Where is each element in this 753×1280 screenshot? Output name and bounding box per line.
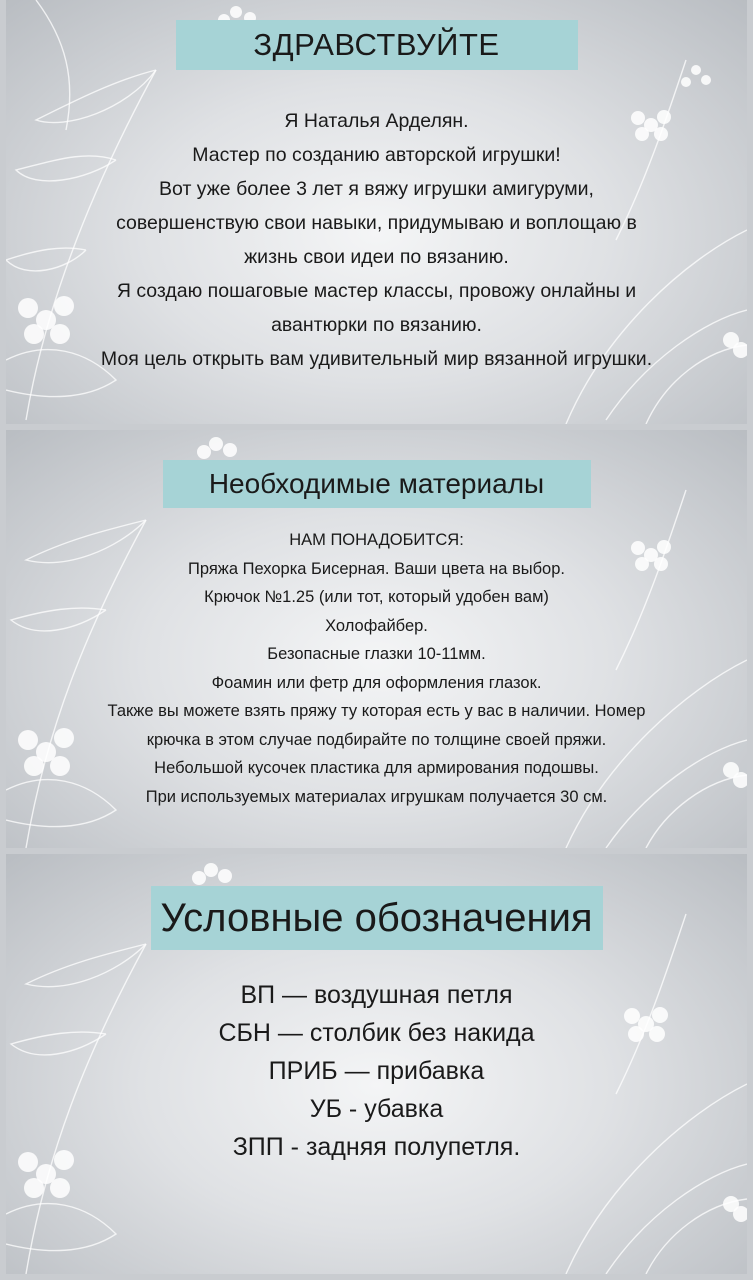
list-item: Небольшой кусочек пластика для армирования подошвы. bbox=[154, 759, 599, 777]
intro-text bbox=[26, 104, 727, 376]
materials-list bbox=[26, 526, 727, 811]
text-line: Моя цель открыть вам удивительный мир вязанной игрушки. bbox=[100, 348, 653, 370]
materials-card bbox=[6, 430, 747, 848]
text-line: Вот уже более 3 лет я вяжу игрушки амигуруми, bbox=[159, 178, 594, 200]
section-title: Условные обозначения bbox=[151, 886, 603, 950]
text-line: совершенствую свои навыки, придумываю и воплощаю в bbox=[116, 212, 637, 234]
list-item: При используемых материалах игрушкам получается 30 см. bbox=[145, 787, 608, 806]
text-line: Я Наталья Арделян. bbox=[284, 110, 469, 132]
list-item: ЗПП - задняя полупетля. bbox=[232, 1133, 521, 1161]
abbreviations-list bbox=[26, 976, 727, 1166]
list-item: Холофайбер. bbox=[325, 616, 428, 635]
list-item: Также вы можете взять пряжу ту которая есть у вас в наличии. Номер bbox=[107, 702, 646, 720]
list-item: ВП — воздушная петля bbox=[240, 981, 513, 1009]
list-item: УБ - убавка bbox=[309, 1095, 444, 1123]
list-item: Безопасные глазки 10-11мм. bbox=[267, 645, 486, 663]
list-item: Крючок №1.25 (или тот, который удобен вам) bbox=[204, 588, 549, 606]
abbreviations-card bbox=[6, 854, 747, 1274]
section-title: Необходимые материалы bbox=[163, 460, 591, 508]
list-item: Пряжа Пехорка Бисерная. Ваши цвета на выбор. bbox=[188, 559, 565, 578]
list-item: ПРИБ — прибавка bbox=[268, 1057, 485, 1085]
greeting-card bbox=[6, 0, 747, 424]
list-item: СБН — столбик без накида bbox=[218, 1019, 535, 1047]
list-item: Фоамин или фетр для оформления глазок. bbox=[211, 673, 542, 692]
list-item: крючка в этом случае подбирайте по толщине своей пряжи. bbox=[146, 730, 607, 749]
text-line: Мастер по созданию авторской игрушки! bbox=[192, 144, 561, 166]
list-item: НАМ ПОНАДОБИТСЯ: bbox=[289, 531, 464, 549]
text-line: Я создаю пошаговые мастер классы, провожу онлайны и bbox=[116, 280, 637, 302]
text-line: жизнь свои идеи по вязанию. bbox=[244, 246, 509, 268]
section-title: ЗДРАВСТВУЙТЕ bbox=[176, 20, 578, 70]
text-line: авантюрки по вязанию. bbox=[271, 314, 482, 336]
